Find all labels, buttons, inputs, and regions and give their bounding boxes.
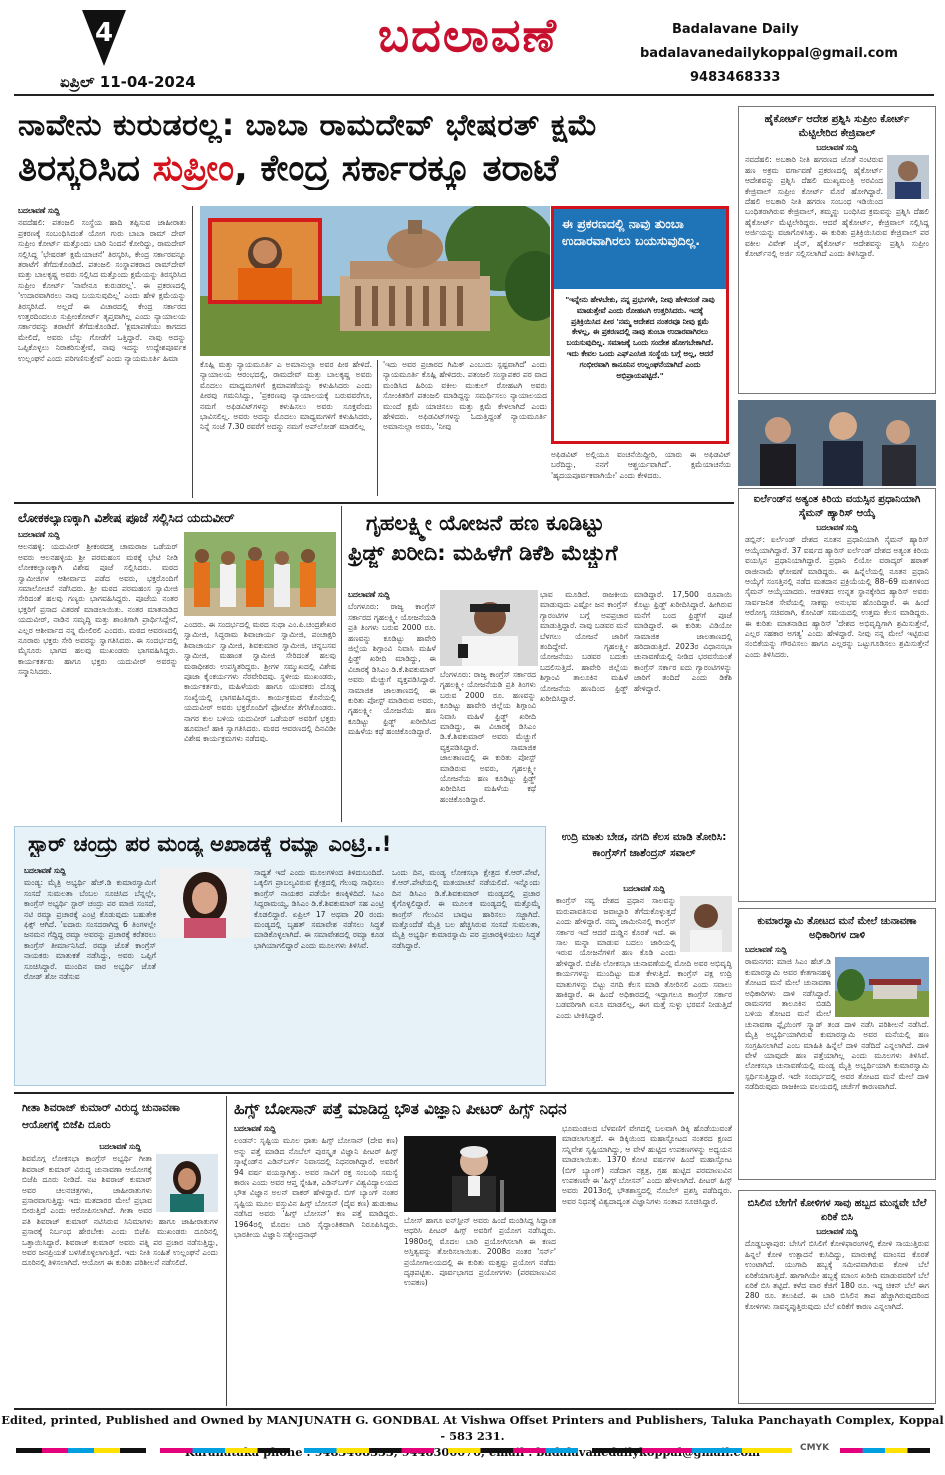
harris-headline: ಐರ್ಲೆಂಡ್‌ನ ಅತ್ಯಂತ ಕಿರಿಯ ವಯಸ್ಸಿನ ಪ್ರಧಾನಿಯಾಗಿ ಸೈಮನ್ ಹ್ಯಾರಿಸ್ ಆಯ್ಕೆ <box>753 494 921 519</box>
lead-col-1: ಬದಲಾವಣೆ ಸುದ್ದಿ ನವದೆಹಲಿ: ಪತಂಜಲಿ ಸಂಸ್ಥೆಯ ಹಾದಿ ತಪ್ಪಿಸುವ ಜಾಹೀರಾತು ಪ್ರಕರಣಕ್ಕೆ ಸಂಬಂಧಿಸಿದಂತೆ ಯೋಗ ಗುರು ಬಾಬಾ ರಾಮ್ ದೇವ್ ಸುಪ್ರೀಂ ಕೋರ್ಟ್ ಮತ್ತೊಂದು ಬಾರಿ ನಿಂದನೆ ಕೋರಿದ್ದು, ರಾಮದೇವ್ ಸಲ್ಲಿಸಿದ್ದ 'ಭೇಷರತ್ ಕ್ಷಮೆಯಾಚನೆ' ತಿರಸ್ಕರಿಸಿ, ಕೇಂದ್ರ ಸರ್ಕಾರವನ್ನೂ ತರಾಟೆಗೆ ತೆಗೆದುಕೊಂಡಿದೆ. ಪತಂಜಲಿ ಸಂಸ್ಥಾಪಕರಾದ ರಾಮ್‌ದೇವ್ ಮತ್ತು ಬಾಲಕೃಷ್ಣ ಅವರು ಸಲ್ಲಿಸಿದ ಮತ್ತೊಂದು ಕ್ಷಮೆಯನ್ನು ತಿರಸ್ಕರಿಸಿದ ಸುಪ್ರೀಂ ಕೋರ್ಟ್ 'ನಾವೇನೂ ಕುರುಡರಲ್ಲ'. ಈ ಪ್ರಕರಣದಲ್ಲಿ 'ಉದಾರವಾಗಿರಲು ನಾವು ಬಯಸುವುದಿಲ್ಲ' ಎಂದು ಹೇಳಿ ಕ್ಷಮೆಯನ್ನು ತಿರಸ್ಕರಿಸಿದೆ. ಅಲ್ಲದೆ ಈ ವಿಚಾರದಲ್ಲಿ ಕೇಂದ್ರ ಸರ್ಕಾರದ ಉತ್ತರದಿಂದಲೂ ಸುಪ್ರೀಂಕೋರ್ಟ್ ತೃಪ್ತವಾಗಿಲ್ಲ ಎಂದು ನ್ಯಾಯಾಲಯ ಸರ್ಕಾರವನ್ನು ತರಾಟೆಗೆ ತೆಗೆದುಕೊಂಡಿದೆ. 'ಕ್ಷಮಾಪಣೆಯು ಕಾಗದದ ಮೇಲಿದೆ, ಅವರು ಬೆನ್ನು ಗೋಡೆಗೆ ಒತ್ತಿದ್ದಾರೆ. ನಾವು ಅದನ್ನು ಒಪ್ಪಿಕೊಳ್ಳಲು ನಿರಾಕರಿಸುತ್ತೇವೆ, ನಾವು ಇದನ್ನು ಉದ್ದೇಶಪೂರ್ವಕ ಉಲ್ಲಂಘನೆ ಎಂದು ಪರಿಗಣಿಸುತ್ತೇವೆ' ಎಂದು ನ್ಯಾಯಮೂರ್ತಿ ಹಿಮಾ <box>18 206 186 363</box>
higgs-headline: ಹಿಗ್ಸ್ ಬೋಸಾನ್ ಪತ್ತೆ ಮಾಡಿದ್ದ ಭೌತ ವಿಜ್ಞಾನಿ ಪೀಟರ್ ಹಿಗ್ಸ್ ನಿಧನ <box>234 1100 567 1118</box>
chicken-headline: ಬಿಸಿಲಿನ ಬೇಗೆಗೆ ಕೋಳಿಗಳ ಸಾವು ಹಬ್ಬದ ಮುನ್ನವೇ ಬೆಲೆ ಏರಿಕೆ ಬಿಸಿ <box>747 1198 927 1223</box>
callout-heading: ಈ ಪ್ರಕರಣದಲ್ಲಿ ನಾವು ತುಂಬಾ ಉದಾರವಾಗಿರಲು ಬಯಸುವುದಿಲ್ಲ. <box>554 209 726 289</box>
gruhalakshmi-col-1: ಬದಲಾವಣೆ ಸುದ್ದಿ ಬೆಂಗಳೂರು: ರಾಜ್ಯ ಕಾಂಗ್ರೆಸ್ ಸರ್ಕಾರದ ಗೃಹಲಕ್ಷ್ಮೀ ಯೋಜನೆಯಡಿ ಪ್ರತಿ ತಿಂಗಳು ಬರುವ 2000 ರೂ. ಹಣವನ್ನು ಕೂಡಿಟ್ಟು ಹಾವೇರಿ ಜಿಲ್ಲೆಯ ಶಿಗ್ಗಾಂವಿ ನಿವಾಸಿ ಮಹಿಳೆ ಫ್ರಿಡ್ಜ್ ಖರೀದಿ ಮಾಡಿದ್ದು, ಈ ವಿಚಾರಕ್ಕೆ ಡಿಸಿಎಂ ಡಿ.ಕೆ.ಶಿವಕುಮಾರ್ ಅವರು ಮೆಚ್ಚುಗೆ ವ್ಯಕ್ತಪಡಿಸಿದ್ದಾರೆ. ಸಾಮಾಜಿಕ ಜಾಲತಾಣದಲ್ಲಿ ಈ ಕುರಿತು ಪೋಸ್ಟ್ ಮಾಡಿರುವ ಅವರು, ಗೃಹಲಕ್ಷ್ಮೀ ಯೋಜನೆಯ ಹಣ ಕೂಡಿಟ್ಟು ಫ್ರಿಡ್ಜ್ ಖರೀದಿಸಿದ ಮಹಿಳೆಯ ಕಥೆ ಹಂಚಿಕೊಂಡಿದ್ದಾರೆ. <box>348 590 436 737</box>
lead-headline-line2: ತಿರಸ್ಕರಿಸಿದ ಸುಪ್ರೀಂ, ಕೇಂದ್ರ ಸರ್ಕಾರಕ್ಕೂ ತರಾಟೆ <box>18 148 559 189</box>
gruhalakshmi-headline: ಗೃಹಲಕ್ಷ್ಮೀ ಯೋಜನೆ ಹಣ ಕೂಡಿಟ್ಟು ಫ್ರಿಡ್ಜ್ ಖರೀದಿ: ಮಹಿಳೆಗೆ ಡಿಕೆಶಿ ಮೆಚ್ಚುಗೆ <box>348 511 618 565</box>
lead-col-4: ಅಫಿಡವಿಟ್ ಅಲ್ಲಿಯೂ ವಂಚನೆಯಿದ್ದೀರಿ, ಯಾರು ಈ ಅಫಿಡವಿಟ್ ಬರೆದಿದ್ದು, ನನಗೆ ಆಶ್ಚರ್ಯವಾಗಿದೆ'. ಕ್ಷಮೆಯಾಚನೆಯ 'ಹೃದಯಪೂರ್ವಕವಾಗಿಯೇ' ಎಂದು ಕೇಳಿದರು. <box>551 450 731 480</box>
ramya-photo <box>160 868 250 938</box>
ramya-col-3: ಒಂದು ದಿನ, ಮಂಡ್ಯ ಲೋಕಸಭಾ ಕ್ಷೇತ್ರದ ಕೆ.ಆರ್.ಪೇಟೆ, ಕೆ.ಆರ್.ಪೇಟೆಯಲ್ಲಿ ಮತಯಾಚನೆ ನಡೆಯಲಿದೆ. ಇನ್ನೊಂದು ದಿನ ಡಿಸಿಎಂ ಡಿ.ಕೆ.ಶಿವಕುಮಾರ್ ಮಂಡ್ಯದಲ್ಲಿ ಪ್ರಚಾರ ಕೈಗೊಳ್ಳಲಿದ್ದಾರೆ. ಈ ಮೂಲಕ ಮಂಡ್ಯದಲ್ಲಿ ಮತ್ತೊಮ್ಮೆ ಕಾಂಗ್ರೆಸ್ ಗೆಲುವಿನ ಬಾವುಟ ಹಾರಿಸಲು ಸಜ್ಜಾಗಿದೆ. ಮತ್ತೊಂದೆಡೆ ಮೈತ್ರಿ ಬಲ ಹೆಚ್ಚಿಸಿರುವ ಸಂಸದೆ ಸುಮಲತಾ, ಮೈತ್ರಿ ಅಭ್ಯರ್ಥಿ ಕುಮಾರಸ್ವಾಮಿ ಪರ ಪ್ರಚಾರಕ್ಕಿಳಿಯಲು ಸಿದ್ಧತೆ ನಡೆಸಿದ್ದಾರೆ. <box>392 868 540 950</box>
peter-higgs-photo <box>404 1136 556 1212</box>
contact-phone: 9483468333 <box>690 70 781 85</box>
harris-photo <box>738 400 936 486</box>
imprint-line-2: 9448300070, <box>401 1445 485 1459</box>
ramya-col-2: ಸಾಧ್ಯತೆ ಇದೆ ಎಂದು ಮೂಲಗಳಿಂದ ತಿಳಿದುಬಂದಿದೆ. ಒಕ್ಕಲಿಗ ಪ್ರಾಬಲ್ಯವಿರುವ ಕ್ಷೇತ್ರದಲ್ಲಿ ಗೆಲುವು ಸಾಧಿಸಲು ಕಾಂಗ್ರೆಸ್ ನಾಯಕರ ಪಡೆಯೇ ಕಣಕ್ಕಿಳಿದಿದೆ. ಸಿಎಂ ಸಿದ್ದರಾಮಯ್ಯ, ಡಿಸಿಎಂ ಡಿ.ಕೆ.ಶಿವಕುಮಾರ್ ಸಹ ಎಂಟ್ರಿ ಕೊಡಲಿದ್ದಾರೆ. ಏಪ್ರಿಲ್ 17 ಅಥವಾ 20 ರಂದು ಮಂಡ್ಯದಲ್ಲಿ ಬೃಹತ್ ಸಮಾವೇಶ ನಡೆಸಲು ಸಿದ್ಧತೆ ಮಾಡಿಕೊಳ್ಳಲಾಗಿದೆ. ಈ ಸಮಾವೇಶದಲ್ಲಿ ರಮ್ಯಾ ಕೂಡ ಭಾಗಿಯಾಗಲಿದ್ದಾರೆ ಎಂದು ಮೂಲಗಳು ತಿಳಿಸಿವೆ. <box>254 868 384 950</box>
kejriwal-photo <box>887 155 929 199</box>
yaduveer-photo <box>184 532 336 616</box>
kejriwal-headline: ಹೈಕೋರ್ಟ್ ಆದೇಶ ಪ್ರಶ್ನಿಸಿ ಸುಪ್ರೀಂ ಕೋರ್ಟ್ ಮೆಟ್ಟಿಲೇರಿದ ಕೇಜ್ರಿವಾಲ್ <box>764 114 910 139</box>
geetha-photo <box>156 1154 218 1212</box>
kumaraswamy-headline: ಕುಮಾರಸ್ವಾಮಿ ತೋಟದ ಮನೆ ಮೇಲೆ ಚುನಾವಣಾ ಅಧಿಕಾರಿಗಳ ದಾಳಿ <box>757 916 917 941</box>
imprint-line-1: Edited, printed, Published and Owned by MANJUNATH G. GONDBAL At Vishwa Offset Printers and Publishers, Taluka Panchayath Complex, Koppal - 583 231. <box>1 1413 944 1443</box>
ramya-headline: ಸ್ಟಾರ್ ಚಂದ್ರು ಪರ ಮಂಡ್ಯ ಅಖಾಡಕ್ಕೆ ರಮ್ಯಾ ಎಂಟ್ರಿ..! <box>28 832 392 856</box>
yaduveer-col-2: ಎಂದರು. ಈ ಸಂದರ್ಭದಲ್ಲಿ ಮಠದ ಸುಧಾ ಎಂ.ಪಿ.ಚಂದ್ರಶೇಖರ ಸ್ವಾಮೀಜಿ, ಸಿದ್ಧರಾಮ ಶಿವಾಚಾರ್ಯ ಸ್ವಾಮೀಜಿ, ಪಂಚಾಕ್ಷರಿ ಶಿವಾಚಾರ್ಯ ಸ್ವಾಮೀಜಿ, ಶಿವಕುಮಾರ ಸ್ವಾಮೀಜಿ, ಚನ್ನಬಸವ ಸ್ವಾಮೀಜಿ, ಮಹಾಂತ ಸ್ವಾಮೀಜಿ ಸೇರಿದಂತೆ ಹಲವು ಮಠಾಧೀಶರು ಉಪಸ್ಥಿತರಿದ್ದರು. ಶ್ರೀಗಳ ಸಮ್ಮುಖದಲ್ಲಿ ವಿಶೇಷ ಪೂಜಾ ಕೈಂಕರ್ಯಗಳು ನೆರವೇರಿದವು. ಸ್ಥಳೀಯ ಮುಖಂಡರು, ಕಾರ್ಯಕರ್ತರು, ಮಹಿಳೆಯರು ಹಾಗೂ ಯುವಕರು ದೊಡ್ಡ ಸಂಖ್ಯೆಯಲ್ಲಿ ಭಾಗವಹಿಸಿದ್ದರು. ಕಾರ್ಯಕ್ರಮದ ಕೊನೆಯಲ್ಲಿ ಯದುವೀರ್ ಅವರು ಭಕ್ತರೊಂದಿಗೆ ಫೋಟೋ ತೆಗೆಸಿಕೊಂಡರು. ನಾಗರ ಕುಲ ಬಳಿಯ ಯದುವೀರ್ ಒಡೆಯರ್ ಅವರಿಗೆ ಭಕ್ತರು ಹೂಮಾಲೆ ಹಾಕಿ ಸ್ವಾಗತಿಸಿದರು. ಮಠದ ಆವರಣದಲ್ಲಿ ದಿನವಿಡೀ ವಿಶೇಷ ಕಾರ್ಯಕ್ರಮಗಳು ನಡೆದವು. <box>184 620 336 744</box>
brand-name: Badalavane Daily <box>672 22 799 37</box>
kharge-photo <box>680 896 732 952</box>
newspaper-title: ಬದಲಾವಣೆ <box>378 8 558 62</box>
lead-col-2: ಕೊಹ್ಲಿ ಮತ್ತು ನ್ಯಾಯಮೂರ್ತಿ ಎ ಅಮಾನುಲ್ಲಾ ಅವರ ಪೀಠ ಹೇಳಿದೆ. ನ್ಯಾಯಾಲಯ ಆರಂಭದಲ್ಲಿ, ರಾಮದೇವ್ ಮತ್ತು ಬಾಲಕೃಷ್ಣ ಅವರು ಮೊದಲು ಮಾಧ್ಯಮಗಳಿಗೆ ಕ್ಷಮಾಪಣೆಯನ್ನು ಕಳುಹಿಸಿದರು ಎಂದು ಪೀಠವು ಗಮನಿಸಿದ್ದು, 'ಪ್ರಕರಣವು ನ್ಯಾಯಾಲಯಕ್ಕೆ ಬರುವವರೆಗೂ, ನಮಗೆ ಅಫಿಡವಿಟ್‌ಗಳನ್ನು ಕಳುಹಿಸಲು ಅವರು ಸೂಕ್ತವೆಂದು ಭಾವಿಸಲಿಲ್ಲ. ಅವರು ಅದನ್ನು ಮೊದಲು ಮಾಧ್ಯಮಗಳಿಗೆ ಕಳುಹಿಸಿದರು, ನಿನ್ನೆ ಸಂಜೆ 7.30 ರವರೆಗೆ ಅದನ್ನು ನಮಗೆ ಅಪ್‌ಲೋಡ್ ಮಾಡಲಿಲ್ಲ <box>200 360 372 432</box>
ramya-col-1: ಬದಲಾವಣೆ ಸುದ್ದಿ ಮಂಡ್ಯ: ಮೈತ್ರಿ ಅಭ್ಯರ್ಥಿ ಹೆಚ್.ಡಿ ಕುಮಾರಸ್ವಾಮಿಗೆ ಸಂಸದೆ ಸುಮಲತಾ ಬೆಂಬಲ ಸೂಚಿಸಿದ ಬೆನ್ನಲ್ಲೇ, ಕಾಂಗ್ರೆಸ್ ಅಭ್ಯರ್ಥಿ ಸ್ಟಾರ್ ಚಂದ್ರು ಪರ ಮಾಜಿ ಸಂಸದೆ, ನಟಿ ರಮ್ಯಾ ಪ್ರಚಾರಕ್ಕೆ ಎಂಟ್ರಿ ಕೊಡುವುದು ಬಹುತೇಕ ಫಿಕ್ಸ್ ಆಗಿದೆ. 'ಐದಾರು ಸಂಸದರಾಗಿದ್ದ 6 ತಿಂಗಳಲ್ಲೇ ಜನಮನ ಗೆದ್ದಿದ್ದ ರಮ್ಯಾ ಅವರನ್ನು ಪ್ರಚಾರಕ್ಕೆ ಕರೆತರಲು ಕಾಂಗ್ರೆಸ್ ತೀರ್ಮಾನಿಸಿದೆ. ರಮ್ಯಾ ಜೊತೆ ಕಾಂಗ್ರೆಸ್ ನಾಯಕರು ಮಾತುಕತೆ ನಡೆಸಿದ್ದು, ಅವರು ಒಪ್ಪಿಗೆ ಸೂಚಿಸಿದ್ದಾರೆ. ಮುಂದಿನ ವಾರ ಅಭ್ಯರ್ಥಿ ಜೊತೆ ರೋಡ್ ಶೋ ನಡೆಸುವ <box>24 866 156 982</box>
kumaraswamy-story: ಕುಮಾರಸ್ವಾಮಿ ತೋಟದ ಮನೆ ಮೇಲೆ ಚುನಾವಣಾ ಅಧಿಕಾರಿಗಳ ದಾಳಿ ಬದಲಾವಣೆ ಸುದ್ದಿ ರಾಮನಗರ: ಮಾಜಿ ಸಿಎಂ ಹೆಚ್.ಡಿ ಕುಮಾರಸ್ವಾಮಿ ಅವರ ಕೇತಗಾನಹಳ್ಳಿ ತೋಟದ ಮನೆ ಮೇಲೆ ಚುನಾವಣಾ ಅಧಿಕಾರಿಗಳು ದಾಳಿ ನಡೆಸಿದ್ದಾರೆ. ರಾಮನಗರ ತಾಲೂಕಿನ ಬಿಡದಿ ಬಳಿಯ ತೋಟದ ಮನೆ ಮೇಲೆ ಚುನಾವಣಾ ಫ್ಲೈಯಿಂಗ್ ಸ್ಕ್ವಾಡ್ ತಂಡ ದಾಳಿ ನಡೆಸಿ ಪರಿಶೀಲನೆ ನಡೆಸಿದೆ. ಮೈತ್ರಿ ಅಭ್ಯರ್ಥಿಯಾಗಿರುವ ಕುಮಾರಸ್ವಾಮಿ ಅವರ ಮನೆಯಲ್ಲಿ ಹಣ ಸಂಗ್ರಹಿಸಲಾಗಿದೆ ಎಂಬ ಮಾಹಿತಿ ಹಿನ್ನೆಲೆ ದಾಳಿ ನಡೆದಿದೆ ಎನ್ನಲಾಗಿದೆ. ದಾಳಿ ವೇಳೆ ಯಾವುದೇ ಹಣ ಪತ್ತೆಯಾಗಿಲ್ಲ ಎಂದು ಮೂಲಗಳು ತಿಳಿಸಿವೆ. ಲೋಕಸಭಾ ಚುನಾವಣೆಯಲ್ಲಿ ಮಂಡ್ಯ ಮೈತ್ರಿ ಅಭ್ಯರ್ಥಿಯಾಗಿ ಕುಮಾರಸ್ವಾಮಿ ಸ್ಪರ್ಧಿಸುತ್ತಿದ್ದಾರೆ. ಇದೇ ಸಂದರ್ಭದಲ್ಲಿ ಅವರ ತೋಟದ ಮನೆ ಮೇಲೆ ದಾಳಿ ನಡೆದಿರುವುದು ರಾಜಕೀಯ ವಲಯದಲ್ಲಿ ಚರ್ಚೆಗೆ ಕಾರಣವಾಗಿದೆ. <box>738 908 936 1180</box>
harris-story: ಐರ್ಲೆಂಡ್‌ನ ಅತ್ಯಂತ ಕಿರಿಯ ವಯಸ್ಸಿನ ಪ್ರಧಾನಿಯಾಗಿ ಸೈಮನ್ ಹ್ಯಾರಿಸ್ ಆಯ್ಕೆ ಬದಲಾವಣೆ ಸುದ್ದಿ ಡಬ್ಲಿನ್: ಐರ್ಲೆಂಡ್ ದೇಶದ ನೂತನ ಪ್ರಧಾನಿಯಾಗಿ ಸೈಮನ್ ಹ್ಯಾರಿಸ್ ಆಯ್ಕೆಯಾಗಿದ್ದಾರೆ. 37 ವರ್ಷದ ಹ್ಯಾರಿಸ್ ಐರ್ಲೆಂಡ್ ದೇಶದ ಅತ್ಯಂತ ಕಿರಿಯ ವಯಸ್ಸಿನ ಪ್ರಧಾನಿಯಾಗಿದ್ದಾರೆ. ಪ್ರಧಾನಿ ಲಿಯೋ ವರಾದ್ಕರ್ ಹಠಾತ್ ರಾಜೀನಾಮೆ ಘೋಷಣೆ ಮಾಡಿದ್ದರು. ಈ ಹಿನ್ನೆಲೆಯಲ್ಲಿ ನೂತನ ಪ್ರಧಾನಿ ಆಯ್ಕೆಗೆ ಸಂಸತ್ತಿನಲ್ಲಿ ನಡೆದ ಮತದಾನ ಪ್ರಕ್ರಿಯೆಯಲ್ಲಿ 88–69 ಮತಗಳಿಂದ ಸೈಮನ್ ಆಯ್ಕೆಯಾದರು. ಆಡಳಿತದ ಉನ್ನತ ಸ್ಥಾನಕ್ಕೇರಿದ ಹ್ಯಾರಿಸ್ ಅವರು ಸಾರ್ವಜನಿಕ ಸೇವೆಯಲ್ಲಿ ಸಾಕಷ್ಟು ಅನುಭವ ಹೊಂದಿದ್ದಾರೆ. ಈ ಹಿಂದೆ ಆರೋಗ್ಯ ಸಚಿವರಾಗಿ, ಕೋವಿಡ್ ಸಮಯದಲ್ಲಿ ಉತ್ತಮ ಕೆಲಸ ಮಾಡಿದ್ದರು. ಈ ಕುರಿತು ಮಾತನಾಡಿದ ಹ್ಯಾರಿಸ್ 'ದೇಶದ ಅಭಿವೃದ್ಧಿಗಾಗಿ ಶ್ರಮಿಸುತ್ತೇನೆ, ಎಲ್ಲರ ಸಹಕಾರ ಅಗತ್ಯ' ಎಂದು ಹೇಳಿದ್ದಾರೆ. ನೀವು ನನ್ನ ಮೇಲೆ ಇಟ್ಟಿರುವ ನಂಬಿಕೆಯನ್ನು ಗೌರವಿಸಲು ಹಾಗೂ ಎಲ್ಲರನ್ನು ಒಟ್ಟುಗೂಡಿಸಲು ಶ್ರಮಿಸುತ್ತೇನೆ ಎಂದು ತಿಳಿಸಿದರು. <box>738 488 936 902</box>
yaduveer-headline: ಲೋಕಕಲ್ಯಾಣಕ್ಕಾಗಿ ವಿಶೇಷ ಪೂಜೆ ಸಲ್ಲಿಸಿದ ಯದುವೀರ್ <box>18 510 235 525</box>
lead-callout-box <box>551 206 729 444</box>
geetha-story: ಬದಲಾವಣೆ ಸುದ್ದಿ ಶಿವಮೊಗ್ಗ ಲೋಕಸಭಾ ಕಾಂಗ್ರೆಸ್ ಅಭ್ಯರ್ಥಿ ಗೀತಾ ಶಿವರಾಜ್ ಕುಮಾರ್ ವಿರುದ್ಧ ಚುನಾವಣಾ ಆಯೋಗಕ್ಕೆ ಬಿಜೆಪಿ ದೂರು ನೀಡಿದೆ. ನಟ ಶಿವರಾಜ್ ಕುಮಾರ್ ಅವರ ಚಲನಚಿತ್ರಗಳು, ಜಾಹೀರಾತುಗಳು ಪ್ರಸಾರವಾಗುತ್ತಿದ್ದು ಇದು ಮತದಾರರ ಮೇಲೆ ಪ್ರಭಾವ ಬೀರುತ್ತಿದೆ ಎಂದು ಆರೋಪಿಸಲಾಗಿದೆ. ಗೀತಾ ಅವರ ಪತಿ ಶಿವರಾಜ್ ಕುಮಾರ್ ನಟಿಸಿರುವ ಸಿನಿಮಾಗಳು ಹಾಗೂ ಜಾಹೀರಾತುಗಳ ಪ್ರಸಾರಕ್ಕೆ ನಿರ್ಬಂಧ ಹೇರಬೇಕು ಎಂದು ಬಿಜೆಪಿ ಮುಖಂಡರು ದೂರಿನಲ್ಲಿ ಒತ್ತಾಯಿಸಿದ್ದಾರೆ. ಶಿವರಾಜ್ ಕುಮಾರ್ ಅವರು ಪತ್ನಿ ಪರ ಪ್ರಚಾರ ನಡೆಸುತ್ತಿದ್ದು, ಅವರ ಜನಪ್ರಿಯತೆ ಬಳಸಿಕೊಳ್ಳಲಾಗುತ್ತಿದೆ. ಇದು ನೀತಿ ಸಂಹಿತೆ ಉಲ್ಲಂಘನೆ ಎಂದು ದೂರಿನಲ್ಲಿ ತಿಳಿಸಲಾಗಿದೆ. ಆಯೋಗ ಈ ಕುರಿತು ಪರಿಶೀಲನೆ ನಡೆಸಲಿದೆ. <box>22 1142 218 1268</box>
geetha-headline: ಗೀತಾ ಶಿವರಾಜ್ ಕುಮಾರ್ ವಿರುದ್ಧ ಚುನಾವಣಾ ಆಯೋಗಕ್ಕೆ ಬಿಜೆಪಿ ದೂರು <box>22 1102 181 1131</box>
lead-col-3: 'ಇದು ಅವರ ಪ್ರಚಾರದ ಗಿಮಿಕ್ ಎಂಬುದು ಸ್ಪಷ್ಟವಾಗಿದೆ' ಎಂದು ನ್ಯಾಯಮೂರ್ತಿ ಕೊಹ್ಲಿ ಹೇಳಿದರು. ಪತಂಜಲಿ ಸಂಸ್ಥಾಪಕರ ಪರ ವಾದ ಮಂಡಿಸಿದ ಹಿರಿಯ ವಕೀಲ ಮುಕುಲ್ ರೋಹಟಗಿ ಅವರು ಸೋಂಕಿತರಿಗೆ ಪತಂಜಲಿ ಮಾಡಿದ್ದನ್ನು ಸಮರ್ಥಿಸಲು ನ್ಯಾಯಾಲಯದ ಮುಂದೆ ಕ್ಷಮೆ ಯಾಚಿಸಲು ಮತ್ತು ಕ್ಷಮೆ ಕೇಳಲಾಗಿದೆ ಎಂದು ಹೇಳಿದರು. ಅಫಿಡವಿಟ್‌ಗಳನ್ನು ಓದುತ್ತಿದ್ದಂತೆ ನ್ಯಾಯಮೂರ್ತಿ ಅಮಾನುಲ್ಲಾ ಅವರು, 'ನೀವು <box>383 360 547 432</box>
issue-date: ಏಪ್ರಿಲ್ 11-04-2024 <box>60 73 196 91</box>
farmhouse-photo <box>835 957 929 1017</box>
gruhalakshmi-col-2: ಭಾವ ಮೂಡಿದೆ. ರಾಜಕೀಯ ಮಾಡುವುದು ಎಷ್ಟೋ ಜನ ಕಾಂಗ್ರೆಸ್ ಗ್ಯಾರಂಟಿಗಳ ಬಗ್ಗೆ ಅಪಪ್ರಚಾರ ಮಾಡುತ್ತಿದ್ದಾರೆ. ನಾವು ಬಡವರ ಮನೆ ಬೆಳಗಲು ಯೋಜನೆ ಜಾರಿಗೆ ತಂದಿದ್ದೇವೆ. ಗೃಹಲಕ್ಷ್ಮೀ ಯೋಜನೆಯು ಬಡವರ ಬದುಕು ಬದಲಿಸುತ್ತಿದೆ. ಹಾವೇರಿ ಜಿಲ್ಲೆಯ ಶಿಗ್ಗಾಂವಿ ತಾಲೂಕಿನ ಮಹಿಳೆ ಯೋಜನೆಯ ಹಣದಿಂದ ಫ್ರಿಡ್ಜ್ ಖರೀದಿಸಿದ್ದಾರೆ. <box>540 590 628 704</box>
callout-body: "ಇನ್ನೇನು ಹೇಳಬೇಕು, ನನ್ನ ಪ್ರಭುಗಳೇ, ನೀವು ಹೇಳಿದಂತೆ ನಾವು ಮಾಡುತ್ತೇವೆ ಎಂದು ರೋಹಟಗಿ ಉತ್ತರಿಸಿದರು. ಇದಕ್ಕೆ ಪ್ರತಿಕ್ರಿಯಿಸಿದ ಪೀಠ 'ನಮ್ಮ ಆದೇಶದ ನಂತರವೂ ನೀವು ಕ್ಷಮೆ ಕೇಳಲ್ಲ, ಈ ಪ್ರಕರಣದಲ್ಲಿ ನಾವು ತುಂಬಾ ಉದಾರವಾಗಿರಲು ಬಯಸುವುದಿಲ್ಲ. ಸಮಾಜಕ್ಕೆ ಒಂದು ಸಂದೇಶ ಹೋಗಬೇಕಾಗಿದೆ. ಇದು ಕೇವಲ ಒಂದು ಎಫ್‌ಎಂಸಿಜಿ ಸಂಸ್ಥೆಯ ಬಗ್ಗೆ ಅಲ್ಲ, ಆದರೆ ಗಂಭೀರವಾಗಿ ಕಾನೂನಿನ ಉಲ್ಲಂಘನೆಯಾಗಿದೆ ಎಂದು ಅಭಿಪ್ರಾಯಪಟ್ಟಿದೆ." <box>565 295 715 380</box>
chicken-price-story: ಬಿಸಿಲಿನ ಬೇಗೆಗೆ ಕೋಳಿಗಳ ಸಾವು ಹಬ್ಬದ ಮುನ್ನವೇ ಬೆಲೆ ಏರಿಕೆ ಬಿಸಿ ಬದಲಾವಣೆ ಸುದ್ದಿ ದೊಡ್ಡಬಳ್ಳಾಪುರ: ಬೇಸಿಗೆ ಬಿಸಿಲಿಗೆ ಕೋಳಿಫಾರಂಗಳಲ್ಲಿ ಕೋಳಿ ಸಾಯುತ್ತಿರುವ ಹಿನ್ನಲೆ ಕೋಳಿ ಉತ್ಪಾದನೆ ಕುಸಿದಿದ್ದು, ಮಾರುಕಟ್ಟೆ ಮಾಂಸದ ಕೊರತೆ ಉಂಟಾಗಿದೆ. ಯುಗಾದಿ ಹಬ್ಬಕ್ಕೆ ಸಮೀಪವಾಗಿರುವ ಕೋಳಿ ಬೆಲೆ ಏರಿಕೆಯಾಗುತ್ತಿದೆ. ಹಾಗಾಗಿಯೇ ಹಬ್ಬಕ್ಕೆ ಮಾಂಸ ಖರೀದಿ ಮಾಡುವವರಿಗೆ ಬೆಲೆ ಏರಿಕೆ ಬಿಸಿ ತಟ್ಟಿದೆ. ಕಳೆದ ವಾರ ಕೆಜಿಗೆ 180 ರೂ. ಇದ್ದ ಚಿಕನ್ ಬೆಲೆ ಈಗ 280 ರೂ. ತಲುಪಿದೆ. ಈ ಬಾರಿ ಬಿಸಿಲಿನ ತಾಪ ಹೆಚ್ಚಾಗಿರುವುದರಿಂದ ಕೋಳಿಗಳು ಸಾವನ್ನಪ್ಪುತ್ತಿರುವುದು ಬೆಲೆ ಏರಿಕೆಗೆ ಕಾರಣ ಎನ್ನಲಾಗಿದೆ. <box>738 1190 936 1404</box>
lead-headline-line1: ನಾವೇನು ಕುರುಡರಲ್ಲ: ಬಾಬಾ ರಾಮದೇವ್ ಭೇಷರತ್ ಕ್ಷಮೆ <box>18 108 598 143</box>
page-number: 4 <box>94 18 114 48</box>
kejriwal-story: ಹೈಕೋರ್ಟ್ ಆದೇಶ ಪ್ರಶ್ನಿಸಿ ಸುಪ್ರೀಂ ಕೋರ್ಟ್ ಮೆಟ್ಟಿಲೇರಿದ ಕೇಜ್ರಿವಾಲ್ ಬದಲಾವಣೆ ಸುದ್ದಿ ನವದೆಹಲಿ: ಅಬಕಾರಿ ನೀತಿ ಹಗರಣದ ಜೊತೆ ನಂಟಿರುವ ಹಣ ಅಕ್ರಮ ವರ್ಗಾವಣೆ ಪ್ರಕರಣದಲ್ಲಿ ಹೈಕೋರ್ಟ್ ಆದೇಶವನ್ನು ಪ್ರಶ್ನಿಸಿ ದೆಹಲಿ ಮುಖ್ಯಮಂತ್ರಿ ಅರವಿಂದ ಕೇಜ್ರಿವಾಲ್ ಸುಪ್ರೀಂ ಕೋರ್ಟ್ ಮೊರೆ ಹೋಗಿದ್ದಾರೆ. ದೆಹಲಿ ಅಬಕಾರಿ ನೀತಿ ಹಗರಣ ಸಂಬಂಧ ಇಡಿಯಿಂದ ಬಂಧಿತರಾಗಿರುವ ಕೇಜ್ರಿವಾಲ್, ತಮ್ಮನ್ನು ಬಂಧಿಸಿದ ಕ್ರಮವನ್ನು ಪ್ರಶ್ನಿಸಿ ದೆಹಲಿ ಹೈಕೋರ್ಟ್ ಮೆಟ್ಟಿಲೇರಿದ್ದರು. ಆದರೆ ಹೈಕೋರ್ಟ್, ಕೇಜ್ರಿವಾಲ್ ಸಲ್ಲಿಸಿದ್ದ ಅರ್ಜಿಯನ್ನು ವಜಾಗೊಳಿಸಿತ್ತು. ಈ ಕುರಿತು ಪ್ರತಿಕ್ರಿಯಿಸಿರುವ ಕೇಜ್ರಿವಾಲ್ ಪರ ವಕೀಲ ವಿವೇಕ್ ಜೈನ್, ಹೈಕೋರ್ಟ್ ಆದೇಶವನ್ನು ಪ್ರಶ್ನಿಸಿ ಸುಪ್ರೀಂ ಕೋರ್ಟ್‌ನಲ್ಲಿ ಅರ್ಜಿ ಸಲ್ಲಿಸಲಾಗಿದೆ ಎಂದು ತಿಳಿಸಿದ್ದಾರೆ. <box>738 106 936 394</box>
gruhalakshmi-col-3: ಮಾಡಿದ್ದಾರೆ. 17,500 ರೂಪಾಯಿ ಕೊಟ್ಟು ಫ್ರಿಡ್ಜ್ ಖರೀದಿಸಿದ್ದಾರೆ. ಹೀಗಿರುವ ಮನೆಗೆ ಬಂದ ಫ್ರಿಡ್ಜ್‌ಗೆ ಪೂಜೆ ಮಾಡಿದ್ದಾರೆ. ಈ ಕುರಿತು ವಿಡಿಯೋ ಸಾಮಾಜಿಕ ಜಾಲತಾಣದಲ್ಲಿ ಹರಿದಾಡುತ್ತಿದೆ. 2023ರ ವಿಧಾನಸಭಾ ಚುನಾವಣೆಯಲ್ಲಿ ನೀಡಿದ ಭರವಸೆಯಂತೆ ಕಾಂಗ್ರೆಸ್ ಸರ್ಕಾರ ಐದು ಗ್ಯಾರಂಟಿಗಳನ್ನು ಜಾರಿಗೆ ತಂದಿದೆ ಎಂದು ಡಿಕೆಶಿ ಹೇಳಿದ್ದಾರೆ. <box>634 590 732 693</box>
contact-email[interactable]: badalavanedailykoppal@gmail.com <box>640 46 898 61</box>
higgs-col-2: ಬೋಸ್ ಹಾಗೂ ಐನ್‌ಸ್ಟೀನ್ ಅವರು ಹಿಂದೆ ಮಂಡಿಸಿದ್ದ ಸಿದ್ಧಾಂತ ಆಧರಿಸಿ ಪೀಟರ್ ಹಿಗ್ಸ್ ಅವರಿಗೆ ಪ್ರಯೋಗ ನಡೆಸಿದ್ದರು. 1980ರಲ್ಲಿ ಮೊದಲ ಬಾರಿ ಪ್ರಯೋಗಿಸಲಾಗಿ ಈ ಕಣದ ಅಸ್ತಿತ್ವವನ್ನು ತೋರಿಸಲಾಯಿತು. 2008ರ ನಂತರ 'ಸರ್ನ್' ಪ್ರಯೋಗಾಲಯದಲ್ಲಿ ಈ ಕುರಿತು ಮತ್ತಷ್ಟು ಪ್ರಯೋಗ ನಡೆದು ದೃಢಪಟ್ಟಿತು. ಪೂರ್ವಭಾಗದ ಪ್ರಯೋಗಗಳು (ಪರಮಾಣುವಿನ ಉಪಕಣ) <box>404 1216 556 1288</box>
yaduveer-col-1: ಬದಲಾವಣೆ ಸುದ್ದಿ ಆಲನಹಳ್ಳಿ: ಯದುವೀರ್ ಶ್ರೀಕಂಠದತ್ತ ಚಾಮರಾಜ ಒಡೆಯರ್ ಅವರು ಆಲನಹಳ್ಳಿಯ ಶ್ರೀ ಪರಮಹಂಸ ಮಠಕ್ಕೆ ಭೇಟಿ ನೀಡಿ ಲೋಕಕಲ್ಯಾಣಕ್ಕಾಗಿ ವಿಶೇಷ ಪೂಜೆ ಸಲ್ಲಿಸಿದರು. ಮಠದ ಸ್ವಾಮೀಜಿಗಳ ಆಶೀರ್ವಾದ ಪಡೆದ ಅವರು, ಭಕ್ತರೊಂದಿಗೆ ಸಮಾಲೋಚನೆ ನಡೆಸಿದರು. ಶ್ರೀ ಮಠದ ಪರಮಹಂಸ ಸ್ವಾಮೀಜಿ ಸೇರಿದಂತೆ ಹಲವು ಗಣ್ಯರು ಭಾಗವಹಿಸಿದ್ದರು. ಪೂಜೆಯ ನಂತರ ಭಕ್ತರಿಗೆ ಪ್ರಸಾದ ವಿತರಣೆ ಮಾಡಲಾಯಿತು. ನಂತರ ಮಾತನಾಡಿದ ಯದುವೀರ್, ನಾಡಿನ ಸಮೃದ್ಧಿ ಮತ್ತು ಶಾಂತಿಗಾಗಿ ಪ್ರಾರ್ಥಿಸಿದ್ದೇನೆ, ಎಲ್ಲರ ಆಶೀರ್ವಾದ ನನ್ನ ಮೇಲಿರಲಿ ಎಂದರು. ಮಠದ ಆವರಣದಲ್ಲಿ ನೂರಾರು ಭಕ್ತರು ಸೇರಿ ಅವರನ್ನು ಸ್ವಾಗತಿಸಿದರು. ಈ ಸಂದರ್ಭದಲ್ಲಿ ಮೈಸೂರು ಭಾಗದ ಹಲವು ಮುಖಂಡರು ಭಾಗವಹಿಸಿದ್ದರು. ಕಾರ್ಯಕರ್ತರು ಹಾಗೂ ಭಕ್ತರು ಯದುವೀರ್ ಅವರನ್ನು ಸನ್ಮಾನಿಸಿದರು. <box>18 530 178 677</box>
gruhalakshmi-col-2b: ಬೆಂಗಳೂರು: ರಾಜ್ಯ ಕಾಂಗ್ರೆಸ್ ಸರ್ಕಾರದ ಗೃಹಲಕ್ಷ್ಮೀ ಯೋಜನೆಯಡಿ ಪ್ರತಿ ತಿಂಗಳು ಬರುವ 2000 ರೂ. ಹಣವನ್ನು ಕೂಡಿಟ್ಟು ಹಾವೇರಿ ಜಿಲ್ಲೆಯ ಶಿಗ್ಗಾಂವಿ ನಿವಾಸಿ ಮಹಿಳೆ ಫ್ರಿಡ್ಜ್ ಖರೀದಿ ಮಾಡಿದ್ದು, ಈ ವಿಚಾರಕ್ಕೆ ಡಿಸಿಎಂ ಡಿ.ಕೆ.ಶಿವಕುಮಾರ್ ಅವರು ಮೆಚ್ಚುಗೆ ವ್ಯಕ್ತಪಡಿಸಿದ್ದಾರೆ. ಸಾಮಾಜಿಕ ಜಾಲತಾಣದಲ್ಲಿ ಈ ಕುರಿತು ಪೋಸ್ಟ್ ಮಾಡಿರುವ ಅವರು, ಗೃಹಲಕ್ಷ್ಮೀ ಯೋಜನೆಯ ಹಣ ಕೂಡಿಟ್ಟು ಫ್ರಿಡ್ಜ್ ಖರೀದಿಸಿದ ಮಹಿಳೆಯ ಕಥೆ ಹಂಚಿಕೊಂಡಿದ್ದಾರೆ. <box>440 670 536 804</box>
cmyk-label: CMYK <box>800 1443 830 1453</box>
kharge-headline: ಉದ್ರಿ ಮಾತು ಬೇಡ, ನಗದಿ ಕೆಲಸ ಮಾಡಿ ತೋರಿಸಿ: ಕಾಂಗ್ರೆಸ್‌ಗೆ ಜಾಶೆಂದ್ರನ್ ಸವಾಲ್ <box>561 832 727 859</box>
higgs-col-1: ಬದಲಾವಣೆ ಸುದ್ದಿ ಲಂಡನ್: ಸೃಷ್ಟಿಯ ಮೂಲ ಧಾತು ಹಿಗ್ಸ್ ಬೋಸಾನ್ (ದೇವ ಕಣ) ಅನ್ನು ಪತ್ತೆ ಮಾಡಿದ ನೊಬೆಲ್ ಪುರಸ್ಕೃತ ವಿಜ್ಞಾನಿ ಪೀಟರ್ ಹಿಗ್ಸ್ ಸ್ಕಾಟ್ಲೆಂಡ್‌ನ ಎಡಿನ್‌ಬರ್ಗ್ ನಿವಾಸದಲ್ಲಿ ನಿಧನರಾಗಿದ್ದಾರೆ. ಅವರಿಗೆ 94 ವರ್ಷ ವಯಸ್ಸಾಗಿತ್ತು. ಅವರ ಸಾವಿಗೆ ರಕ್ತ ಸಂಬಂಧಿ ಸಮಸ್ಯೆ ಕಾರಣ ಎಂದು ಅವರ ಆಪ್ತ ಸ್ನೇಹಿತ, ಎಡಿನ್‌ಬರ್ಗ್ ವಿಶ್ವವಿದ್ಯಾಲಯದ ಭೌತ ವಿಜ್ಞಾನ ಅಲನ್ ವಾಕರ್ ಹೇಳಿದ್ದಾರೆ. ಬಿಗ್ ಬ್ಯಾಂಗ್ ನಂತರ ಸೃಷ್ಟಿಯ ಮೂಲ ವಸ್ತುವಿನ ಹಿಗ್ಸ್ ಬೋಸನ್ (ದೈವ ಕಣ) ಹುಡುಕಾಟ ನಡೆಸಿದ ಅವರು 'ಹಿಗ್ಸ್ ಬೋಸನ್' ಕಣ ಪತ್ತೆ ಮಾಡಿದ್ದರು. 1964ರಲ್ಲಿ ಮೊದಲ ಬಾರಿ ಸೈದ್ಧಾಂತಿಕವಾಗಿ ನಿರೂಪಿಸಿದ್ದರು. ಭಾರತೀಯ ವಿಜ್ಞಾನಿ ಸತ್ಯೇಂದ್ರನಾಥ್ <box>234 1124 398 1240</box>
lead-photo-supreme-court <box>200 206 550 356</box>
kharge-story: ಬದಲಾವಣೆ ಸುದ್ದಿ ಕಾಂಗ್ರೆಸ್ ನವ್ಯ ದೇಶದ ಪ್ರಧಾನ ಸಾಲವನ್ನು ಮರುಪಾವತಿಸುವ ಜವಾಬ್ದಾರಿ ತೆಗೆದುಕೊಳ್ಳುತ್ತದೆ ಎಂದು ಹೇಳಿದ್ದಾರೆ. ನಮ್ಮ ಜಾಮೀನಿನಲ್ಲಿ ಕಾಂಗ್ರೆಸ್ ಸರ್ಕಾರ ಇದೆ ಆದರೆ ದುಡ್ಡಿನ ಕೊರತೆ ಇದೆ. ಈ ಸಾಲ ಮನ್ನಾ ಮಾಡುವ ಬದಲು ಜಾರಿಯಲ್ಲಿ ಇರುವ ಯೋಜನೆಗಳಿಗೆ ಹಣ ಕೊಡಿ ಎಂದು ಹೇಳಿದ್ದಾರೆ. ಬಿಜೆಪಿ ಲೋಕಸಭಾ ಚುನಾವಣೆಯಲ್ಲಿ ಮೋದಿ ಅವರ ಅಭಿವೃದ್ಧಿ ಕಾರ್ಯಗಳನ್ನು ಮುಂದಿಟ್ಟು ಮತ ಕೇಳುತ್ತಿದೆ. ಕಾಂಗ್ರೆಸ್ ಪಕ್ಷ ಉದ್ರಿ ಮಾತುಗಳನ್ನು ಬಿಟ್ಟು ನಗದಿ ಕೆಲಸ ಮಾಡಿ ತೋರಿಸಲಿ ಎಂದು ಸವಾಲು ಹಾಕಿದ್ದಾರೆ. ಈ ಹಿಂದೆ ಅಧಿಕಾರದಲ್ಲಿ ಇದ್ದಾಗಲೂ ಕಾಂಗ್ರೆಸ್ ಸರ್ಕಾರ ಬಡವರಿಗಾಗಿ ಏನೂ ಮಾಡಲಿಲ್ಲ, ಈಗ ಮತ್ತೆ ಸುಳ್ಳು ಭರವಸೆ ನೀಡುತ್ತಿದೆ ಎಂದು ಟೀಕಿಸಿದ್ದಾರೆ. <box>556 884 732 1020</box>
higgs-col-3: ಭೂಮಂಡಲದ ಬೆಳವಣಿಗೆ ವೇಗದಲ್ಲಿ ಬಲವಾಗಿ ಡಿಕ್ಕಿ ಹೊಡೆಯುವಂತೆ ಮಾಡಲಾಗುತ್ತದೆ. ಈ ಡಿಕ್ಕಿಯಿಂದ ಮಹಾಸ್ಫೋಟದ ನಂತರದ ಕ್ಷಣದ ಸನ್ನಿವೇಶ ಸೃಷ್ಟಿಯಾಗಿದ್ದು, ಆ ವೇಳೆ ಹುಟ್ಟಿದ ಉಪಕಣಗಳನ್ನು ಅಧ್ಯಯನ ಮಾಡಲಾಯಿತು. 1370 ಕೋಟಿ ವರ್ಷಗಳ ಹಿಂದೆ ಮಹಾಸ್ಫೋಟ (ಬಿಗ್ ಬ್ಯಾಂಗ್) ನಡೆದಾಗ ನಕ್ಷತ್ರ, ಗ್ರಹ ಹುಟ್ಟಿದ ಪರಮಾಣುವಿನ ಉಪಕಣವೇ ಈ 'ಹಿಗ್ಸ್ ಬೋಸನ್' ಎಂದು ಹೇಳಲಾಗಿದೆ. ಪೀಟರ್ ಹಿಗ್ಸ್ ಅವರು 2013ರಲ್ಲಿ ಭೌತಶಾಸ್ತ್ರದಲ್ಲಿ ನೊಬೆಲ್ ಪ್ರಶಸ್ತಿ ಪಡೆದಿದ್ದರು. ಅವರ ನಿಧನಕ್ಕೆ ವಿಶ್ವದಾದ್ಯಂತ ವಿಜ್ಞಾನಿಗಳು ಸಂತಾಪ ಸೂಚಿಸಿದ್ದಾರೆ. <box>562 1124 732 1206</box>
dk-shivakumar-photo <box>440 590 538 666</box>
